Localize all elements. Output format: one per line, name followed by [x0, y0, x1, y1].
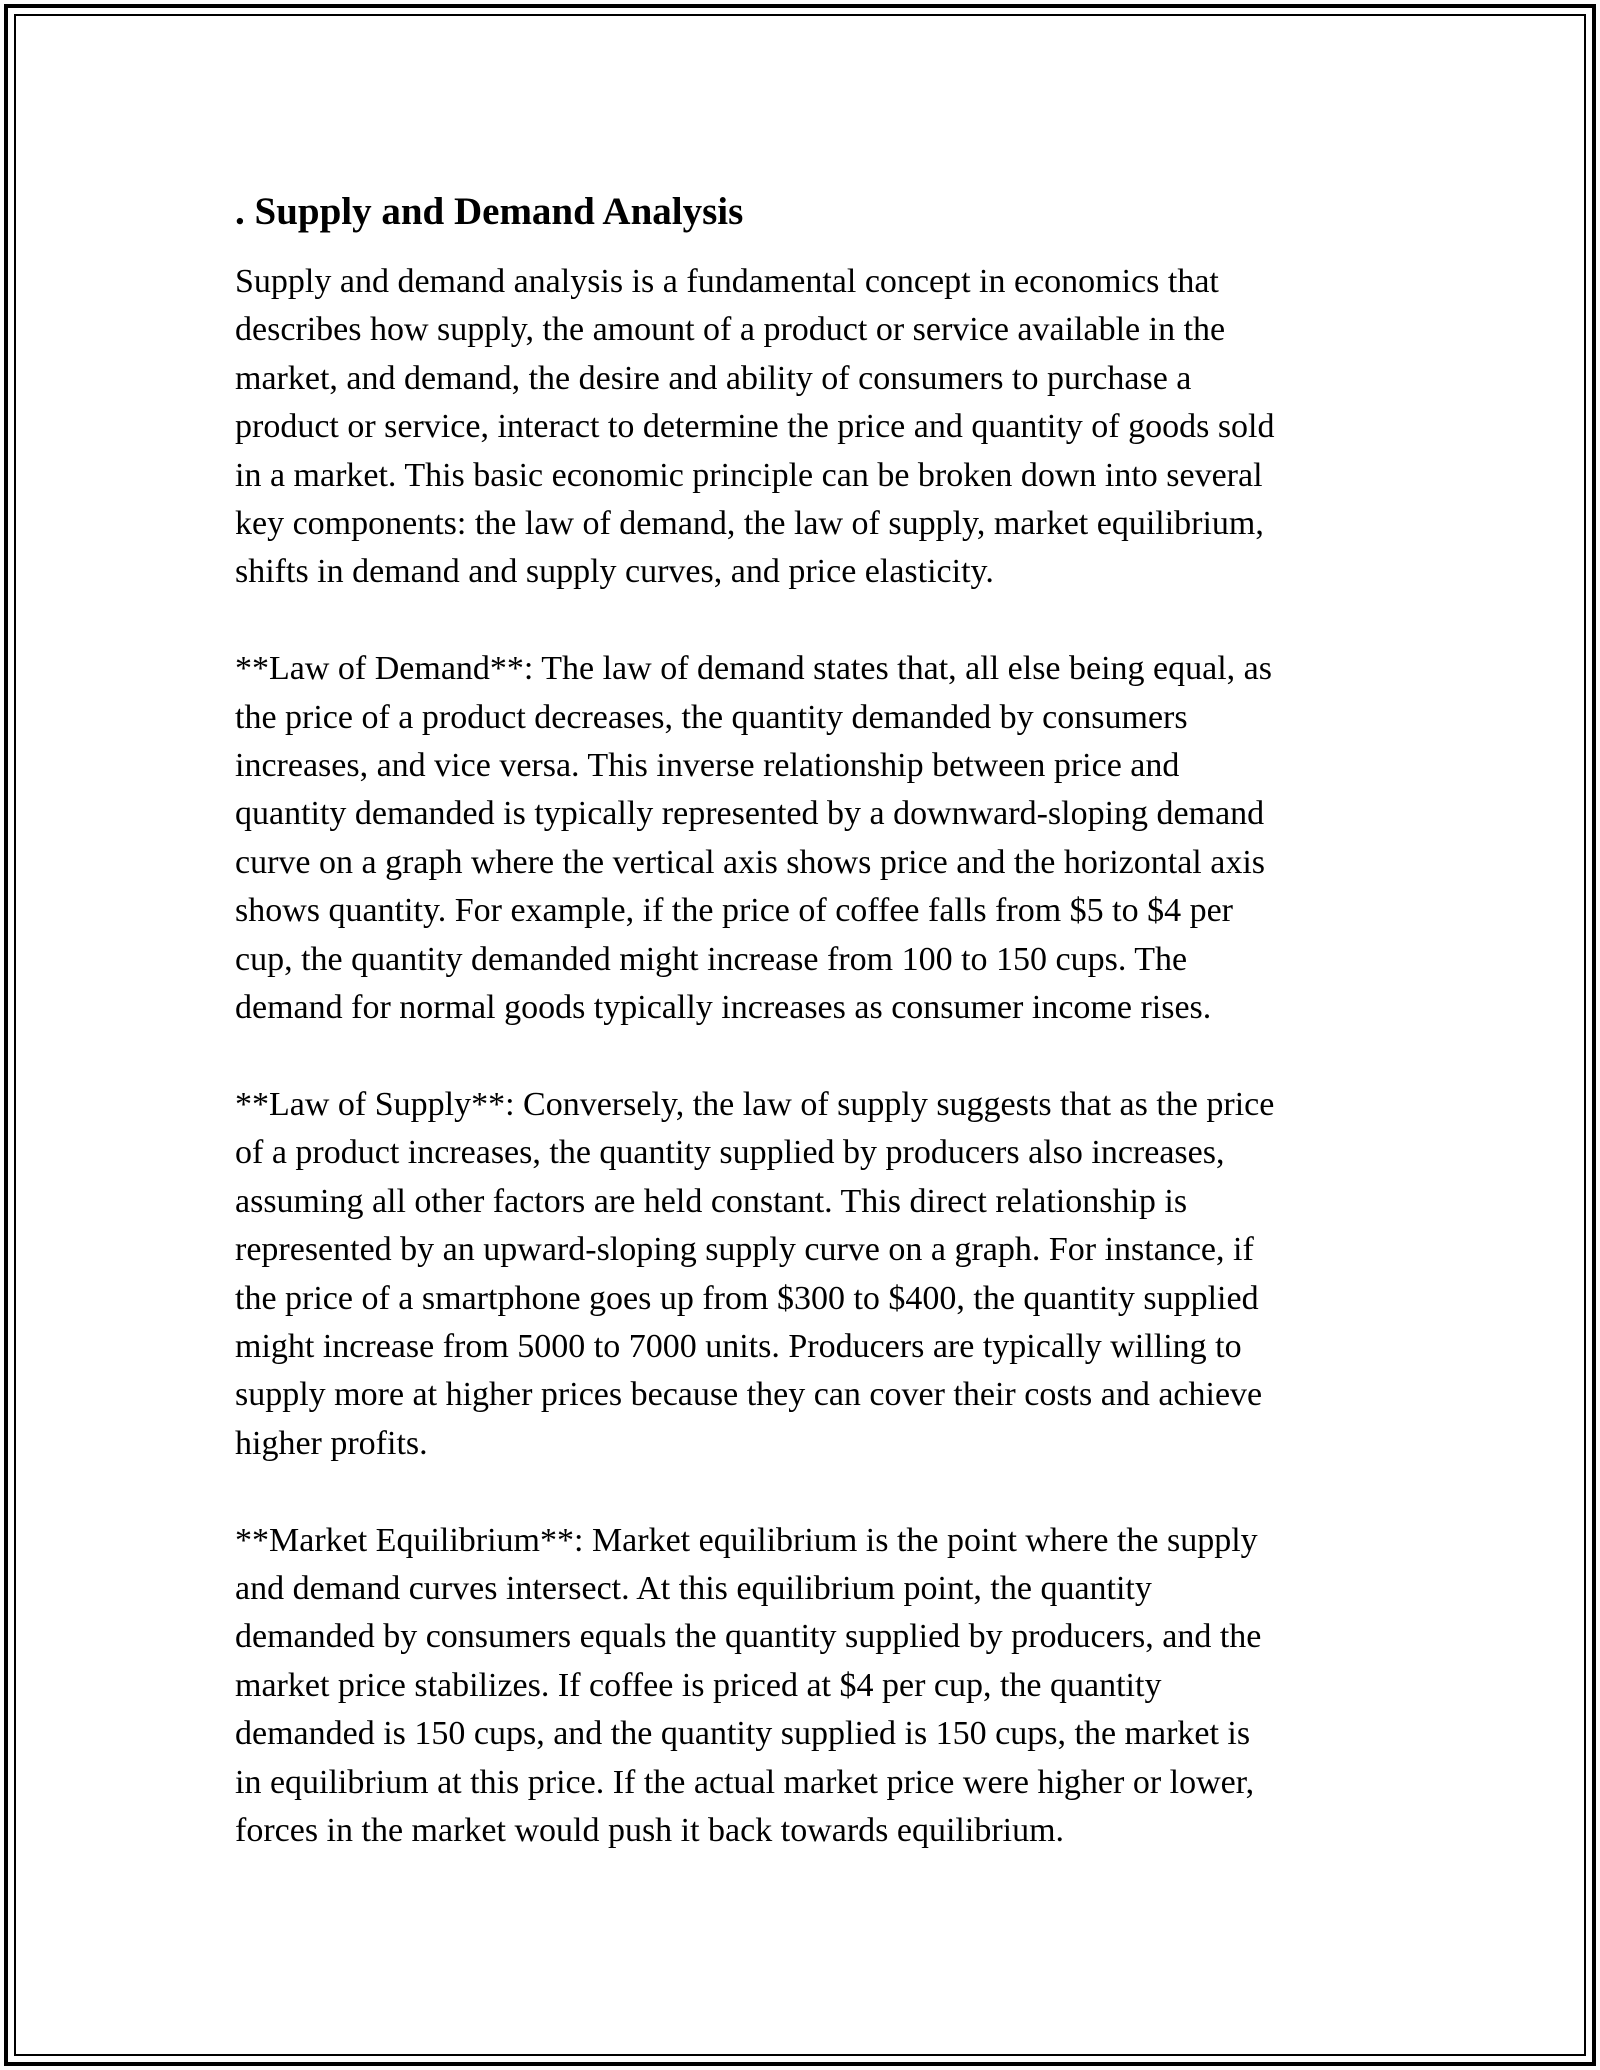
text-line: product or service, interact to determine the price and quantity of goods sold	[235, 408, 1275, 446]
text-line: assuming all other factors are held constant. This direct relationship is	[235, 1182, 1188, 1220]
text-line: **Law of Demand**: The law of demand states that, all else being equal, as	[235, 650, 1272, 688]
text-line: represented by an upward-sloping supply curve on a graph. For instance, if	[235, 1231, 1254, 1269]
text-line: **Market Equilibrium**: Market equilibrium is the point where the supply	[235, 1521, 1258, 1559]
text-line: Supply and demand analysis is a fundamental concept in economics that	[235, 263, 1219, 300]
text-line: forces in the market would push it back towards equilibrium.	[235, 1811, 1065, 1849]
text-line: demanded by consumers equals the quantity supplied by producers, and the	[235, 1618, 1262, 1656]
document-title: . Supply and Demand Analysis	[235, 190, 744, 233]
paragraph-law-of-demand	[235, 645, 1365, 1032]
text-line: the price of a smartphone goes up from $300 to $400, the quantity supplied	[235, 1279, 1259, 1317]
text-line: higher profits.	[235, 1424, 428, 1462]
document-body	[235, 188, 1365, 1855]
paragraph-intro	[235, 258, 1365, 597]
text-line: in equilibrium at this price. If the actual market price were higher or lower,	[235, 1763, 1255, 1801]
text-line: shifts in demand and supply curves, and price elasticity.	[235, 553, 994, 591]
text-line: quantity demanded is typically represented by a downward-sloping demand	[235, 795, 1265, 833]
text-line: **Law of Supply**: Conversely, the law of supply suggests that as the price	[235, 1085, 1275, 1123]
paragraph-market-equilibrium	[235, 1517, 1365, 1856]
text-line: market price stabilizes. If coffee is priced at $4 per cup, the quantity	[235, 1666, 1162, 1704]
text-line: of a product increases, the quantity supplied by producers also increases,	[235, 1134, 1225, 1172]
text-line: shows quantity. For example, if the price of coffee falls from $5 to $4 per	[235, 892, 1234, 930]
paragraph-law-of-supply	[235, 1081, 1365, 1468]
text-line: cup, the quantity demanded might increase from 100 to 150 cups. The	[235, 940, 1188, 978]
text-line: key components: the law of demand, the law of supply, market equilibrium,	[235, 505, 1264, 543]
text-line: the price of a product decreases, the quantity demanded by consumers	[235, 698, 1188, 736]
text-line: increases, and vice versa. This inverse relationship between price and	[235, 747, 1180, 785]
text-line: demand for normal goods typically increases as consumer income rises.	[235, 989, 1212, 1027]
text-line: curve on a graph where the vertical axis shows price and the horizontal axis	[235, 843, 1266, 881]
text-line: describes how supply, the amount of a product or service available in the	[235, 311, 1226, 349]
text-line: supply more at higher prices because they can cover their costs and achieve	[235, 1376, 1263, 1414]
text-line: in a market. This basic economic principle can be broken down into several	[235, 456, 1263, 494]
text-line: demanded is 150 cups, and the quantity supplied is 150 cups, the market is	[235, 1715, 1251, 1753]
text-line: market, and demand, the desire and ability of consumers to purchase a	[235, 359, 1192, 397]
text-line: might increase from 5000 to 7000 units. Producers are typically willing to	[235, 1327, 1242, 1365]
text-line: and demand curves intersect. At this equilibrium point, the quantity	[235, 1569, 1152, 1607]
